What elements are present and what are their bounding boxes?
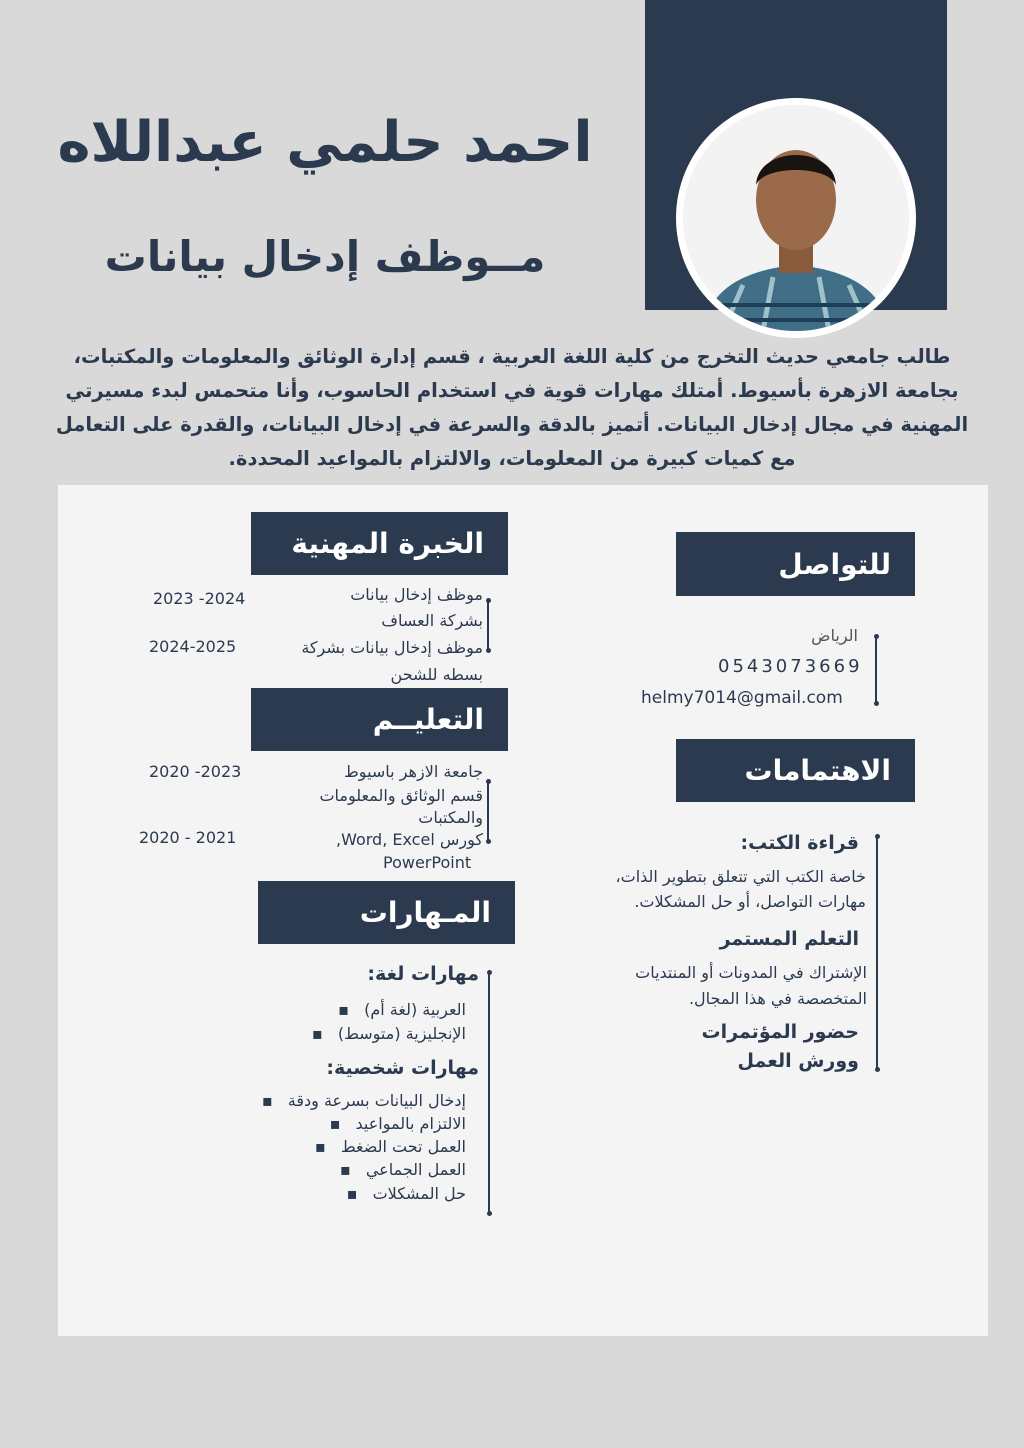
- experience-heading-text: الخبرة المهنية: [291, 527, 484, 560]
- skills-heading: [258, 881, 515, 944]
- contact-timeline: [875, 636, 877, 702]
- bullet-icon: ▪: [314, 1137, 326, 1156]
- timeline-dot: [487, 1211, 492, 1216]
- interest-title: حضور المؤتمرات: [701, 1021, 859, 1043]
- interest-title: التعلم المستمر: [719, 928, 859, 950]
- full-name: احمد حلمي عبداللاه: [57, 110, 593, 175]
- timeline-dot: [875, 1067, 880, 1072]
- language-skills-title: مهارات لغة:: [367, 963, 479, 985]
- education-heading-text: التعليــم: [372, 703, 484, 736]
- skill-text: العربية (لغة أم): [364, 1000, 466, 1019]
- contact-heading-text: للتواصل: [778, 547, 891, 581]
- profile-summary: [22, 340, 1002, 476]
- timeline-dot: [874, 701, 879, 706]
- education-heading: [251, 688, 508, 751]
- interest-desc: الإشتراك في المدونات أو المنتديات: [635, 963, 867, 982]
- person-silhouette-icon: [683, 105, 909, 331]
- skill-item: [262, 1091, 466, 1110]
- personal-skills-title: مهارات شخصية:: [326, 1057, 479, 1079]
- skill-text: الالتزام بالمواعيد: [355, 1114, 466, 1133]
- experience-heading: [251, 512, 508, 575]
- job-title: مــوظف إدخال بيانات: [104, 232, 546, 281]
- education-course: كورس Word, Excel,: [335, 830, 483, 849]
- education-date: 2020 - 2021: [139, 828, 237, 847]
- interests-heading: [676, 739, 915, 802]
- contact-city: الرياض: [811, 626, 858, 645]
- education-date: 2020 -2023: [149, 762, 242, 781]
- education-course: PowerPoint: [383, 853, 472, 872]
- skill-text: العمل تحت الضغط: [340, 1137, 466, 1156]
- skill-text: حل المشكلات: [372, 1184, 466, 1203]
- summary-line: طالب جامعي حديث التخرج من كلية اللغة العربية ، قسم إدارة الوثائق والمعلومات والمكتبات،: [73, 345, 951, 368]
- experience-role: موظف إدخال بيانات بشركة: [301, 638, 483, 657]
- experience-role: موظف إدخال بيانات: [350, 585, 483, 604]
- contact-heading: [676, 532, 915, 596]
- interest-desc: خاصة الكتب التي تتعلق بتطوير الذات،: [615, 867, 866, 886]
- bullet-icon: ▪: [261, 1091, 273, 1110]
- summary-line: مع كميات كبيرة من المعلومات، والالتزام بالمواعيد المحددة.: [228, 447, 796, 470]
- bullet-icon: ▪: [329, 1114, 341, 1133]
- interest-desc: مهارات التواصل، أو حل المشكلات.: [634, 892, 866, 911]
- interests-timeline: [876, 836, 878, 1069]
- timeline-dot: [875, 834, 880, 839]
- education-timeline: [487, 781, 489, 841]
- skill-item: [340, 1160, 466, 1179]
- timeline-dot: [486, 648, 491, 653]
- skill-text: العمل الجماعي: [365, 1160, 466, 1179]
- interest-desc: المتخصصة في هذا المجال.: [688, 989, 867, 1008]
- education-school: جامعة الازهر باسيوط: [344, 762, 483, 781]
- timeline-dot: [874, 634, 879, 639]
- skill-item: [315, 1137, 466, 1156]
- bullet-icon: ▪: [339, 1160, 351, 1179]
- summary-line: المهنية في مجال إدخال البيانات. أتميز بالدقة والسرعة في إدخال البيانات، والقدرة على التعامل: [55, 413, 969, 436]
- skills-heading-text: المـهارات: [359, 896, 491, 929]
- experience-date: 2024-2025: [149, 637, 237, 656]
- contact-email[interactable]: helmy7014@gmail.com: [641, 688, 843, 708]
- skill-text: إدخال البيانات بسرعة ودقة: [287, 1091, 466, 1110]
- skill-item: [330, 1114, 466, 1133]
- profile-photo-frame: [676, 98, 916, 338]
- skill-text: الإنجليزية (متوسط): [337, 1024, 466, 1043]
- bullet-icon: ▪: [338, 1000, 349, 1019]
- contact-phone[interactable]: 0543073669: [718, 656, 863, 677]
- skill-item: [312, 1024, 466, 1043]
- timeline-dot: [486, 839, 491, 844]
- experience-timeline: [487, 600, 489, 650]
- bullet-icon: ▪: [311, 1024, 323, 1043]
- education-department: قسم الوثائق والمعلومات: [319, 786, 483, 805]
- experience-date: 2023 -2024: [153, 589, 246, 608]
- experience-company: بسطه للشحن: [390, 665, 483, 684]
- profile-photo: [683, 105, 909, 331]
- experience-company: بشركة العساف: [381, 611, 483, 630]
- education-department: والمكتبات: [418, 808, 483, 827]
- bullet-icon: ▪: [346, 1184, 358, 1203]
- timeline-dot: [487, 970, 492, 975]
- interests-heading-text: الاهتمامات: [744, 754, 891, 787]
- skill-item: [338, 1000, 466, 1019]
- interest-title: قراءة الكتب:: [740, 832, 859, 854]
- skills-timeline: [488, 972, 490, 1213]
- skill-item: [347, 1184, 466, 1203]
- timeline-dot: [486, 779, 491, 784]
- interest-title: وورش العمل: [737, 1050, 859, 1072]
- timeline-dot: [486, 598, 491, 603]
- summary-line: بجامعة الازهرة بأسيوط. أمتلك مهارات قوية في استخدام الحاسوب، وأنا متحمس لبدء مسيرتي: [65, 379, 959, 402]
